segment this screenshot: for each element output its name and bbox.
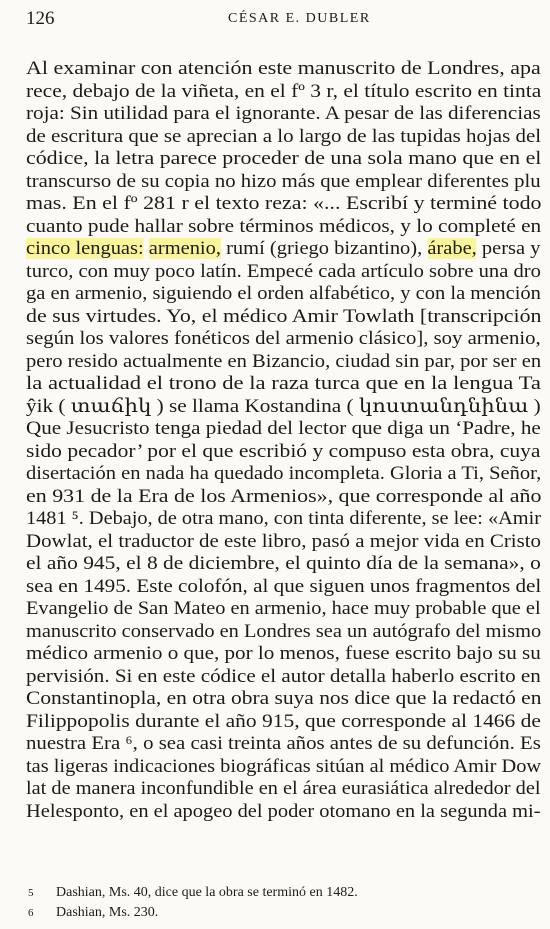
text-line: pervisión. Si en este códice el autor detalla haberlo escrito en <box>26 665 541 687</box>
text-line: la actualidad el trono de la raza turca que en la lengua Ta <box>26 373 541 394</box>
text-line: Al examinar con atención este manuscrito de Londres, apa <box>26 58 541 79</box>
text-line: el año 945, el 8 de diciembre, el quinto día de la semana», o <box>26 553 541 574</box>
text-line: Que Jesucristo tenga piedad del lector que diga un ‘Padre, he <box>26 418 541 439</box>
page-header <box>0 8 550 32</box>
text-line: médico armenio o que, por lo menos, fuese escrito bajo su su <box>26 643 541 664</box>
text-line: códice, la letra parece proceder de una sola mano que en el <box>26 148 542 169</box>
highlighted-text-line <box>26 237 540 260</box>
text-line: sea en 1495. Este colofón, al que siguen unos fragmentos del <box>26 575 542 597</box>
text-line: Helesponto, en el apogeo del poder otomano en la segunda mi- <box>26 800 541 822</box>
text-line: disertación en nada ha quedado incompleta. Gloria a Ti, Señor, <box>26 463 542 484</box>
text-line: pero resido actualmente en Bizancio, ciudad sin par, por ser en <box>26 350 542 372</box>
text-segment: persa y <box>476 238 541 259</box>
footnote-number: 5 <box>28 887 34 899</box>
text-line: lat de manera inconfundible en el área eurasiática alrededor del <box>26 778 541 799</box>
text-line: nuestra Era ⁶, o sea casi treinta años antes de su defunción. Es <box>26 733 541 754</box>
text-line: tas ligeras indicaciones biográficas sitúan al médico Amir Dow <box>26 755 542 777</box>
footnote <box>28 883 358 903</box>
text-line: en 931 de la Era de los Armenios», que corresponde al año <box>26 485 542 507</box>
text-line: ga en armenio, siguiendo el orden alfabético, y con la mención <box>26 283 541 304</box>
text-line: roja: Sin utilidad para el ignorante. A pesar de las diferencias <box>26 103 541 124</box>
footnote-number: 6 <box>28 907 34 919</box>
text-line: de escritura que se aprecian a lo largo de las tupidas hojas del <box>26 125 542 147</box>
highlighted-phrase: armenio, <box>148 238 221 259</box>
text-line: transcurso de su copia no hizo más que emplear diferentes plu <box>26 170 541 192</box>
footnote-text: Dashian, Ms. 40, dice que la obra se terminó en 1482. <box>56 885 358 900</box>
highlighted-phrase: cinco lenguas: <box>26 238 144 259</box>
footnote <box>28 903 158 923</box>
footnote-text: Dashian, Ms. 230. <box>56 905 159 920</box>
text-line: Evangelio de San Mateo en armenio, hace muy probable que el <box>26 598 541 619</box>
text-line: rece, debajo de la viñeta, en el fº 3 r, el título escrito en tinta <box>26 80 542 102</box>
text-line: Filippopolis durante el año 915, que corresponde al 1466 de <box>26 710 541 732</box>
text-segment: rumí (griego bizantino), <box>220 238 428 259</box>
text-line: Constantinopla, en otra obra suya nos dice que la redactó en <box>26 688 542 709</box>
text-line: sido pecador’ por el que escribió y compuso esta obra, cuya <box>26 440 541 462</box>
highlighted-phrase: árabe, <box>427 238 477 259</box>
text-line: manuscrito conservado en Londres sea un autógrafo del mismo <box>26 620 542 642</box>
text-line: turco, con muy poco latín. Empecé cada artículo sobre una dro <box>26 260 541 282</box>
text-line: de sus virtudes. Yo, el médico Amir Towlath [transcripción <box>26 305 542 327</box>
text-line: Dowlat, el traductor de este libro, pasó a mejor vida en Cristo <box>26 530 542 552</box>
text-line: mas. En el fº 281 r el texto reza: «... Escribí y terminé todo <box>26 193 542 214</box>
text-line: 1481 ⁵. Debajo, de otra mano, con tinta diferente, se lee: «Amir <box>26 508 541 529</box>
page-number: 126 <box>26 8 55 29</box>
text-line: ŷik ( տաճիկ ) se llama Kostandina ( կոստանդնինա ) <box>26 395 541 417</box>
text-line: cuanto pude hallar sobre términos médicos, y lo completé en <box>26 215 542 237</box>
running-head: CÉSAR E. DUBLER <box>228 11 371 26</box>
text-line: según los valores fonéticos del armenio clásico], soy armenio, <box>26 328 541 349</box>
